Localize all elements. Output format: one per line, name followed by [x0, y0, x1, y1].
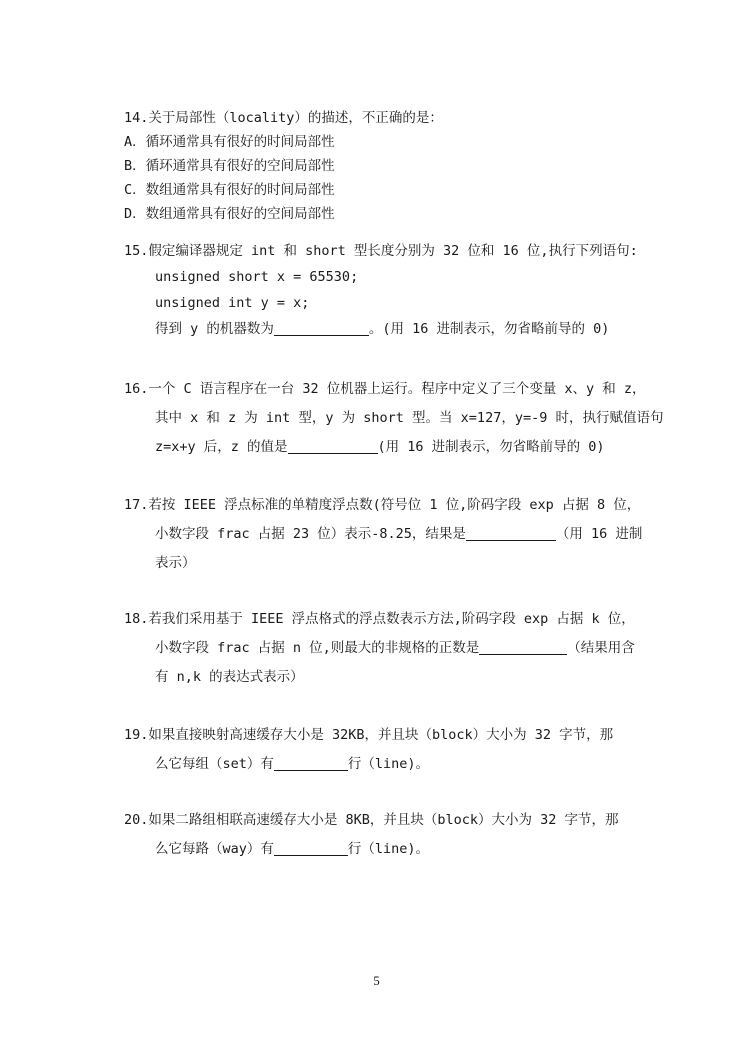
page-number: 5: [373, 973, 380, 988]
question-16-line-3: [124, 433, 684, 462]
question-15-code-line-2: unsigned int y = x;: [155, 295, 310, 311]
question-14-option-a: A．循环通常具有很好的时间局部性: [124, 134, 335, 150]
question-14-option-d: D．数组通常具有很好的空间局部性: [124, 206, 335, 222]
question-19: [124, 721, 684, 779]
question-19-line-2-suffix: 行（line)。: [347, 756, 430, 772]
question-18-answer-blank: [479, 640, 567, 655]
question-18-line-1: 18.若我们采用基于 IEEE 浮点格式的浮点数表示方法,阶码字段 exp 占据 k 位，: [124, 611, 635, 627]
question-17-line-2: [124, 520, 684, 549]
question-17-line-2-prefix: 小数字段 frac 占据 23 位）表示-8.25，结果是: [155, 526, 466, 542]
question-18-line-2-prefix: 小数字段 frac 占据 n 位,则最大的非规格的正数是: [155, 640, 480, 656]
question-20-line-1: 20.如果二路组相联高速缓存大小是 8KB，并且块（block）大小为 32 字节，那: [124, 812, 619, 828]
question-18-line-3: 有 n,k 的表达式表示）: [155, 669, 304, 685]
question-14-option-b: B．循环通常具有很好的空间局部性: [124, 158, 335, 174]
question-15-code-line-1: unsigned short x = 65530;: [155, 269, 359, 285]
question-19-line-2: [124, 750, 684, 779]
question-18-line-2-suffix: （结果用含: [567, 640, 635, 656]
question-15-answer-prefix: 得到 y 的机器数为: [155, 321, 274, 337]
question-17-line-2-suffix: （用 16 进制: [555, 526, 643, 542]
question-16-answer-blank: [288, 439, 378, 454]
question-19-line-1: 19.如果直接映射高速缓存大小是 32KB，并且块（block）大小为 32 字节，那: [124, 727, 614, 743]
question-18-line-2: [124, 634, 684, 663]
question-17-line-1: 17.若按 IEEE 浮点标准的单精度浮点数(符号位 1 位,阶码字段 exp 占据 8 位，: [124, 497, 641, 513]
question-15: [124, 238, 684, 342]
question-20-line-2-prefix: 么它每路（way）有: [155, 841, 274, 857]
question-16-line-1: 16.一个 C 语言程序在一台 32 位机器上运行。程序中定义了三个变量 x、y 和 z，: [124, 381, 646, 397]
question-14-stem: 14.关于局部性（locality）的描述，不正确的是：: [124, 110, 443, 126]
question-14-option-c: C．数组通常具有很好的时间局部性: [124, 182, 335, 198]
question-15-answer-line: [124, 316, 684, 342]
question-14: [124, 106, 684, 226]
question-15-answer-suffix: 。(用 16 进制表示，勿省略前导的 0): [368, 321, 610, 337]
question-18: [124, 605, 684, 692]
question-17-line-3: 表示）: [155, 555, 196, 571]
question-20-answer-blank: [274, 841, 348, 856]
question-20-line-2: [124, 835, 684, 864]
question-16: [124, 375, 684, 462]
question-16-line-2: 其中 x 和 z 为 int 型，y 为 short 型。当 x=127，y=-9 时，执行赋值语句: [155, 410, 664, 426]
question-15-stem: 15.假定编译器规定 int 和 short 型长度分别为 32 位和 16 位,执行下列语句:: [124, 243, 638, 259]
question-20-line-2-suffix: 行（line)。: [347, 841, 430, 857]
question-15-answer-blank: [274, 321, 369, 336]
question-16-line-3-suffix: (用 16 进制表示，勿省略前导的 0): [377, 439, 605, 455]
question-16-line-3-prefix: z=x+y 后，z 的值是: [155, 439, 288, 455]
question-19-answer-blank: [274, 756, 348, 771]
question-20: [124, 806, 684, 864]
question-17: [124, 491, 684, 578]
question-17-answer-blank: [466, 526, 556, 541]
question-19-line-2-prefix: 么它每组（set）有: [155, 756, 274, 772]
